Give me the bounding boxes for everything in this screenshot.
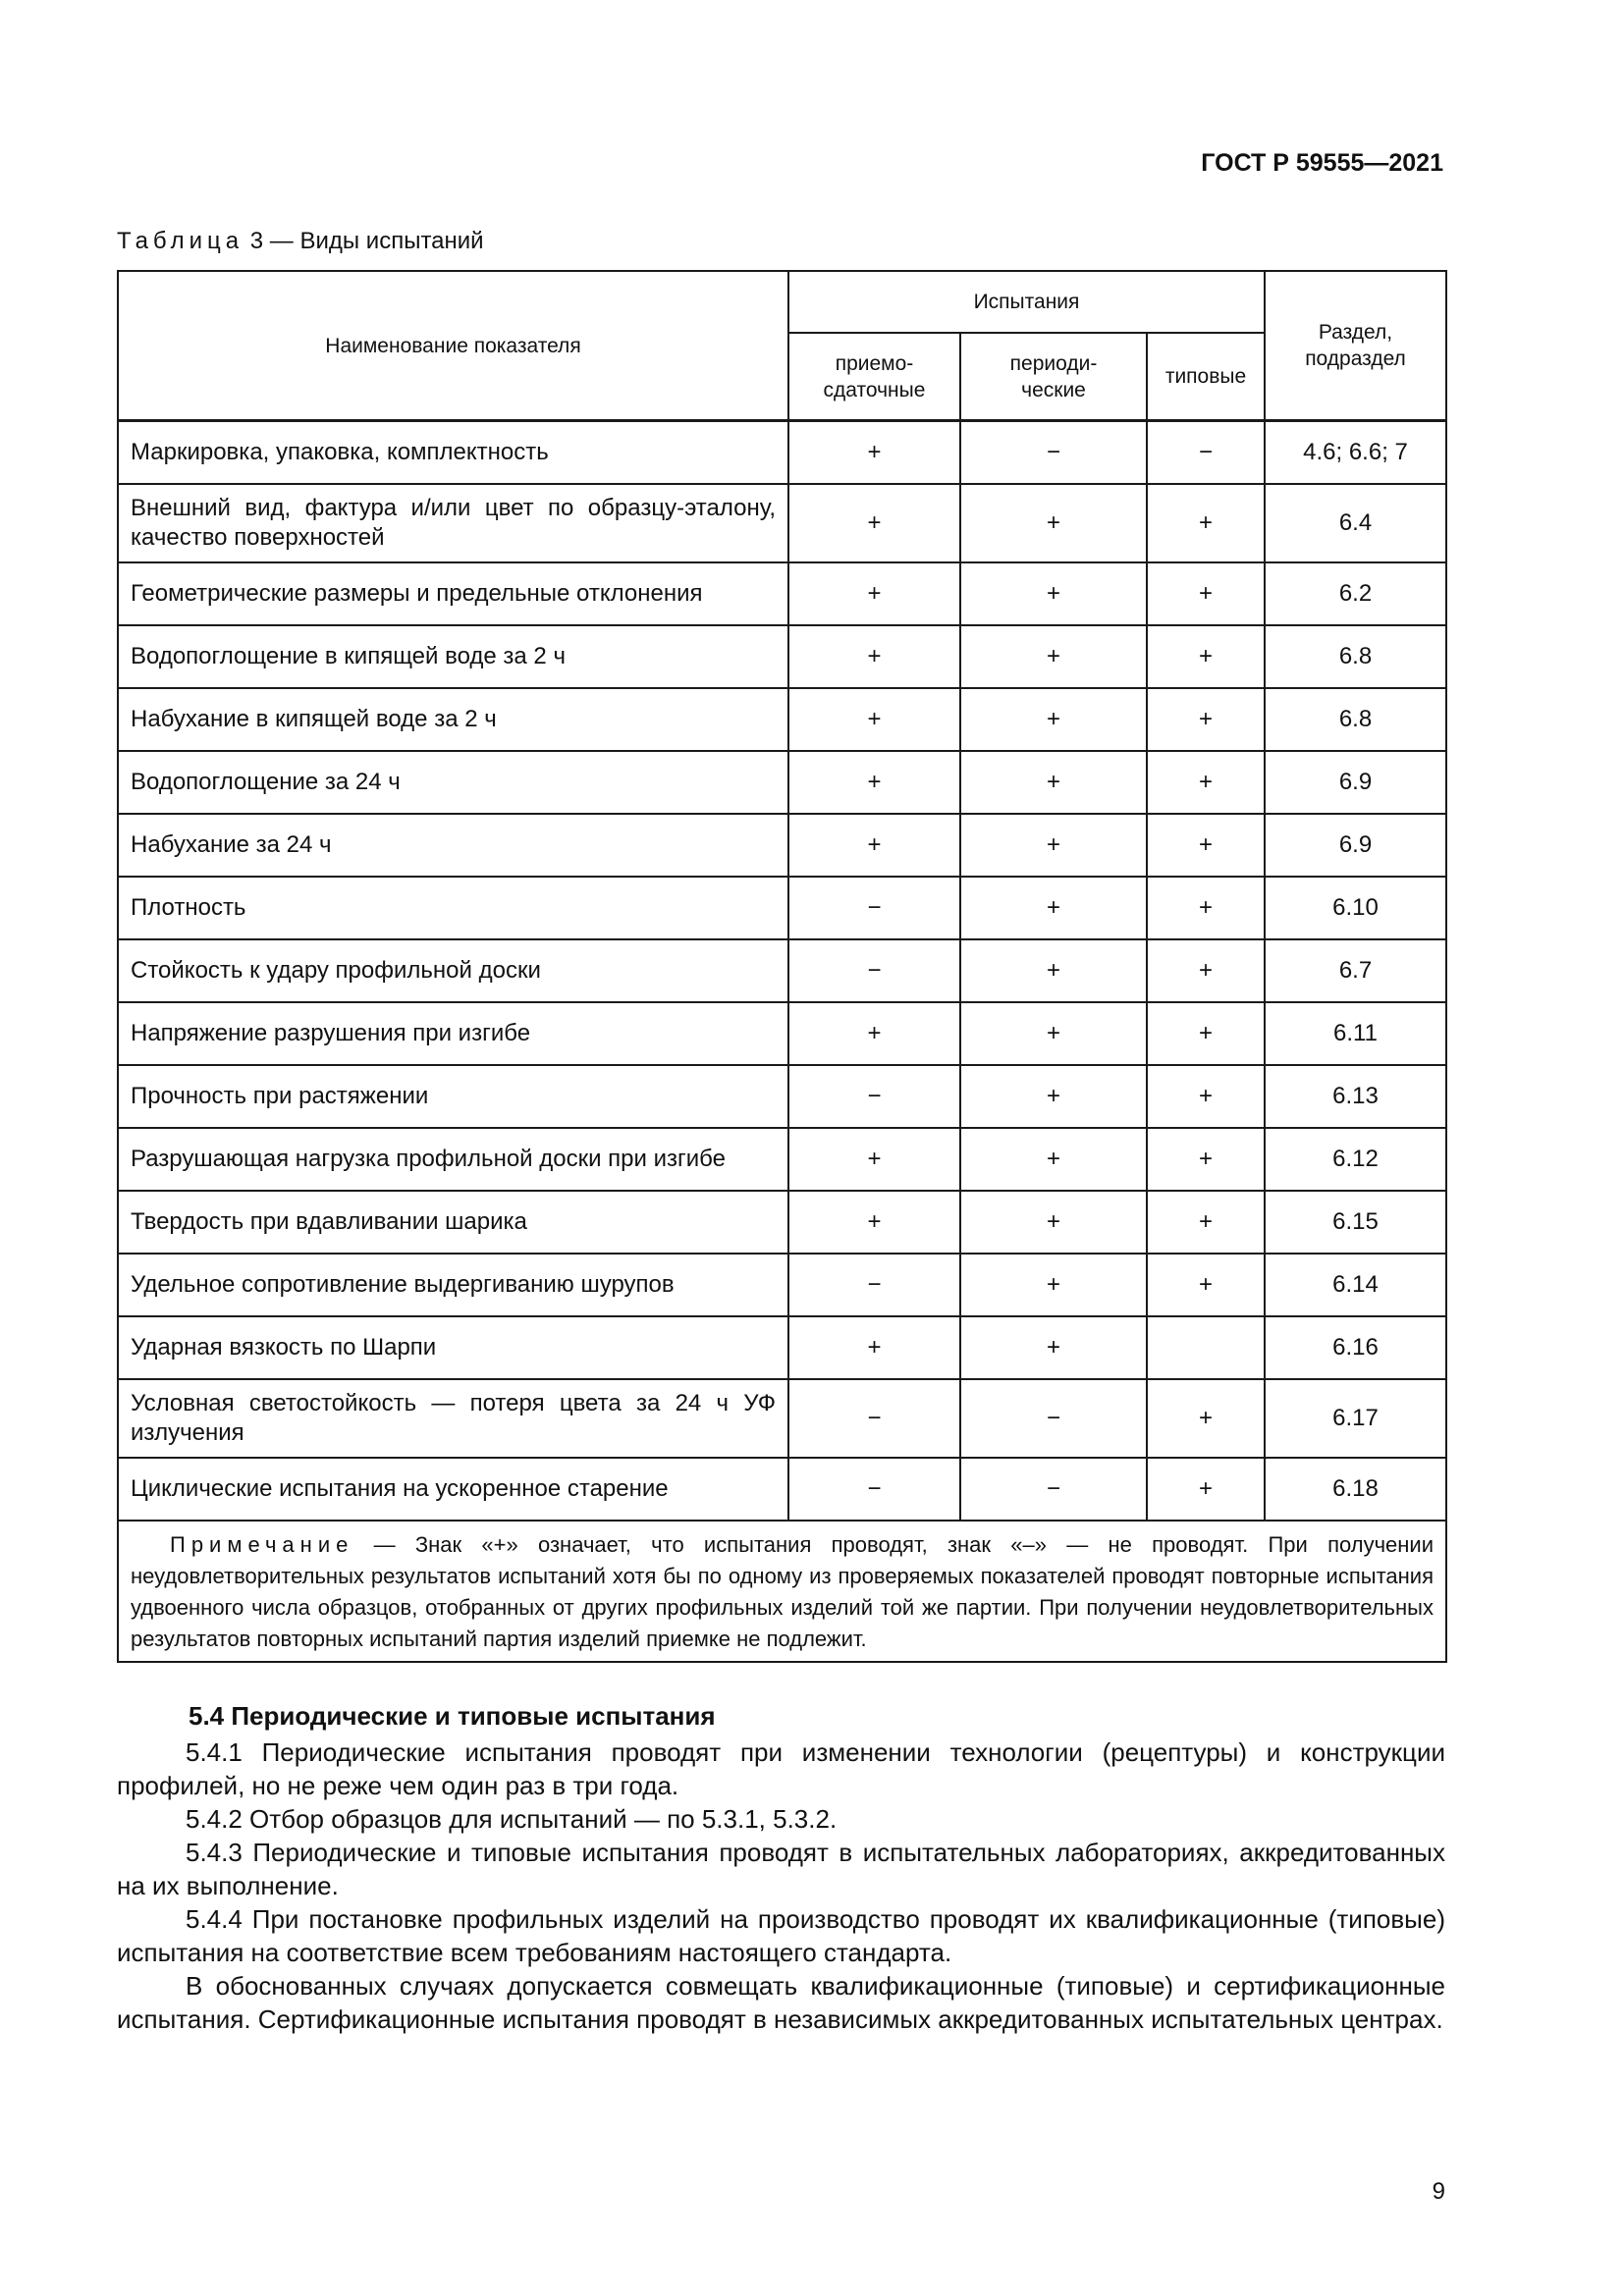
section-cell: 6.8	[1265, 625, 1446, 688]
document-code: ГОСТ Р 59555—2021	[1201, 149, 1443, 177]
periodic-cell: +	[960, 1065, 1147, 1128]
type-cell: +	[1147, 1254, 1265, 1316]
table-caption	[117, 228, 484, 255]
acceptance-cell: +	[788, 688, 960, 751]
section-cell: 6.8	[1265, 688, 1446, 751]
periodic-cell: +	[960, 939, 1147, 1002]
acceptance-cell: +	[788, 1191, 960, 1254]
periodic-cell: +	[960, 1128, 1147, 1191]
indicator-name-cell: Маркировка, упаковка, комплектность	[118, 421, 788, 485]
type-cell: +	[1147, 751, 1265, 814]
table-row	[118, 939, 1446, 1002]
indicator-name-cell: Прочность при растяжении	[118, 1065, 788, 1128]
type-cell: +	[1147, 688, 1265, 751]
section-cell: 6.14	[1265, 1254, 1446, 1316]
type-cell: +	[1147, 484, 1265, 562]
section-cell: 6.9	[1265, 814, 1446, 877]
periodic-cell: +	[960, 1316, 1147, 1379]
indicator-name-cell: Ударная вязкость по Шарпи	[118, 1316, 788, 1379]
header-periodic: периоди- ческие	[960, 333, 1147, 421]
type-cell	[1147, 1316, 1265, 1379]
table-row	[118, 421, 1446, 485]
indicator-name-cell: Стойкость к удару профильной доски	[118, 939, 788, 1002]
type-cell: +	[1147, 625, 1265, 688]
section-cell: 6.10	[1265, 877, 1446, 939]
periodic-cell: +	[960, 484, 1147, 562]
section-cell: 6.17	[1265, 1379, 1446, 1458]
acceptance-cell: +	[788, 421, 960, 485]
type-cell: +	[1147, 1128, 1265, 1191]
table-row	[118, 814, 1446, 877]
indicator-name-cell: Твердость при вдавливании шарика	[118, 1191, 788, 1254]
indicator-name-cell: Плотность	[118, 877, 788, 939]
indicator-name-cell: Водопоглощение в кипящей воде за 2 ч	[118, 625, 788, 688]
section-cell: 6.7	[1265, 939, 1446, 1002]
periodic-cell: +	[960, 625, 1147, 688]
table-header-row	[118, 271, 1446, 333]
section-heading: 5.4 Периодические и типовые испытания	[189, 1701, 716, 1731]
periodic-cell: +	[960, 562, 1147, 625]
tests-table	[117, 270, 1447, 1663]
table-row	[118, 1002, 1446, 1065]
table-row	[118, 1379, 1446, 1458]
type-cell: +	[1147, 939, 1265, 1002]
table-row	[118, 562, 1446, 625]
acceptance-cell: −	[788, 1379, 960, 1458]
section-cell: 6.9	[1265, 751, 1446, 814]
periodic-cell: +	[960, 1254, 1147, 1316]
section-cell: 6.11	[1265, 1002, 1446, 1065]
periodic-cell: +	[960, 1002, 1147, 1065]
acceptance-cell: +	[788, 1316, 960, 1379]
periodic-cell: −	[960, 1379, 1147, 1458]
type-cell: +	[1147, 814, 1265, 877]
page-number: 9	[1432, 2178, 1445, 2205]
acceptance-cell: +	[788, 484, 960, 562]
indicator-name-cell: Циклические испытания на ускоренное старение	[118, 1458, 788, 1521]
acceptance-cell: −	[788, 1065, 960, 1128]
acceptance-cell: −	[788, 1458, 960, 1521]
section-cell: 6.15	[1265, 1191, 1446, 1254]
type-cell: +	[1147, 1191, 1265, 1254]
acceptance-cell: −	[788, 877, 960, 939]
paragraph-5-4-1: 5.4.1 Периодические испытания проводят при изменении технологии (рецептуры) и конструкции профилей, но не реже чем один раз в три года.	[117, 1737, 1445, 1800]
table-row	[118, 688, 1446, 751]
periodic-cell: +	[960, 1191, 1147, 1254]
table-row	[118, 1316, 1446, 1379]
table-row	[118, 1128, 1446, 1191]
acceptance-cell: +	[788, 625, 960, 688]
header-acceptance: приемо- сдаточные	[788, 333, 960, 421]
periodic-cell: −	[960, 421, 1147, 485]
header-indicator-name: Наименование показателя	[118, 271, 788, 421]
type-cell: +	[1147, 1458, 1265, 1521]
indicator-name-cell: Внешний вид, фактура и/или цвет по образцу-эталону, качество поверхностей	[118, 484, 788, 562]
type-cell: +	[1147, 1065, 1265, 1128]
periodic-cell: +	[960, 877, 1147, 939]
paragraph-5-4-2: 5.4.2 Отбор образцов для испытаний — по 5.3.1, 5.3.2.	[186, 1804, 838, 1834]
type-cell: +	[1147, 877, 1265, 939]
indicator-name-cell: Набухание в кипящей воде за 2 ч	[118, 688, 788, 751]
periodic-cell: +	[960, 688, 1147, 751]
section-cell: 6.12	[1265, 1128, 1446, 1191]
acceptance-cell: +	[788, 1128, 960, 1191]
periodic-cell: +	[960, 814, 1147, 877]
section-cell: 6.2	[1265, 562, 1446, 625]
type-cell: +	[1147, 562, 1265, 625]
paragraph-combined-tests: В обоснованных случаях допускается совмещать квалификационные (типовые) и сертификационные испытания. Сертификационные испытания проводят в независимых аккредитованных испытательных центрах.	[117, 1971, 1445, 2034]
table-row	[118, 1065, 1446, 1128]
acceptance-cell: −	[788, 939, 960, 1002]
table-row	[118, 484, 1446, 562]
indicator-name-cell: Разрушающая нагрузка профильной доски при изгибе	[118, 1128, 788, 1191]
periodic-cell: −	[960, 1458, 1147, 1521]
type-cell: +	[1147, 1002, 1265, 1065]
header-section: Раздел, подраздел	[1265, 271, 1446, 421]
acceptance-cell: +	[788, 1002, 960, 1065]
type-cell: −	[1147, 421, 1265, 485]
note-label: Примечание	[170, 1532, 354, 1557]
header-tests-group: Испытания	[788, 271, 1265, 333]
table-row	[118, 625, 1446, 688]
paragraph-5-4-4: 5.4.4 При постановке профильных изделий на производство проводят их квалификационные (типовые) испытания на соответствие всем требованиям настоящего стандарта.	[117, 1904, 1445, 1967]
indicator-name-cell: Напряжение разрушения при изгибе	[118, 1002, 788, 1065]
table-caption-title: 3 — Виды испытаний	[244, 228, 484, 254]
section-cell: 6.18	[1265, 1458, 1446, 1521]
section-cell: 6.4	[1265, 484, 1446, 562]
table-row	[118, 1254, 1446, 1316]
indicator-name-cell: Водопоглощение за 24 ч	[118, 751, 788, 814]
periodic-cell: +	[960, 751, 1147, 814]
table-row	[118, 1191, 1446, 1254]
table-row	[118, 1458, 1446, 1521]
acceptance-cell: +	[788, 751, 960, 814]
indicator-name-cell: Удельное сопротивление выдергиванию шурупов	[118, 1254, 788, 1316]
table-caption-word: Таблица	[117, 228, 244, 254]
indicator-name-cell: Условная светостойкость — потеря цвета за 24 ч УФ излучения	[118, 1379, 788, 1458]
table-row	[118, 751, 1446, 814]
indicator-name-cell: Набухание за 24 ч	[118, 814, 788, 877]
type-cell: +	[1147, 1379, 1265, 1458]
section-cell: 4.6; 6.6; 7	[1265, 421, 1446, 485]
note-text: — Знак «+» означает, что испытания проводят, знак «–» — не проводят. При получении неудовлетворительных результатов испытаний хотя бы по одному из проверяемых показателей проводят повторные испытания удвоенного числа образцов, отобранных от других профильных изделий той же партии. При получении неудовлетворительных результатов повторных испытаний партия изделий приемке не подлежит.	[131, 1532, 1434, 1651]
section-cell: 6.13	[1265, 1065, 1446, 1128]
table-note	[118, 1521, 1446, 1662]
header-type: типовые	[1147, 333, 1265, 421]
paragraph-5-4-3: 5.4.3 Периодические и типовые испытания проводят в испытательных лабораториях, аккредитованных на их выполнение.	[117, 1838, 1445, 1900]
acceptance-cell: +	[788, 562, 960, 625]
tests-table-wrapper	[117, 270, 1445, 1663]
acceptance-cell: −	[788, 1254, 960, 1316]
table-note-row	[118, 1521, 1446, 1662]
table-row	[118, 877, 1446, 939]
indicator-name-cell: Геометрические размеры и предельные отклонения	[118, 562, 788, 625]
section-cell: 6.16	[1265, 1316, 1446, 1379]
acceptance-cell: +	[788, 814, 960, 877]
